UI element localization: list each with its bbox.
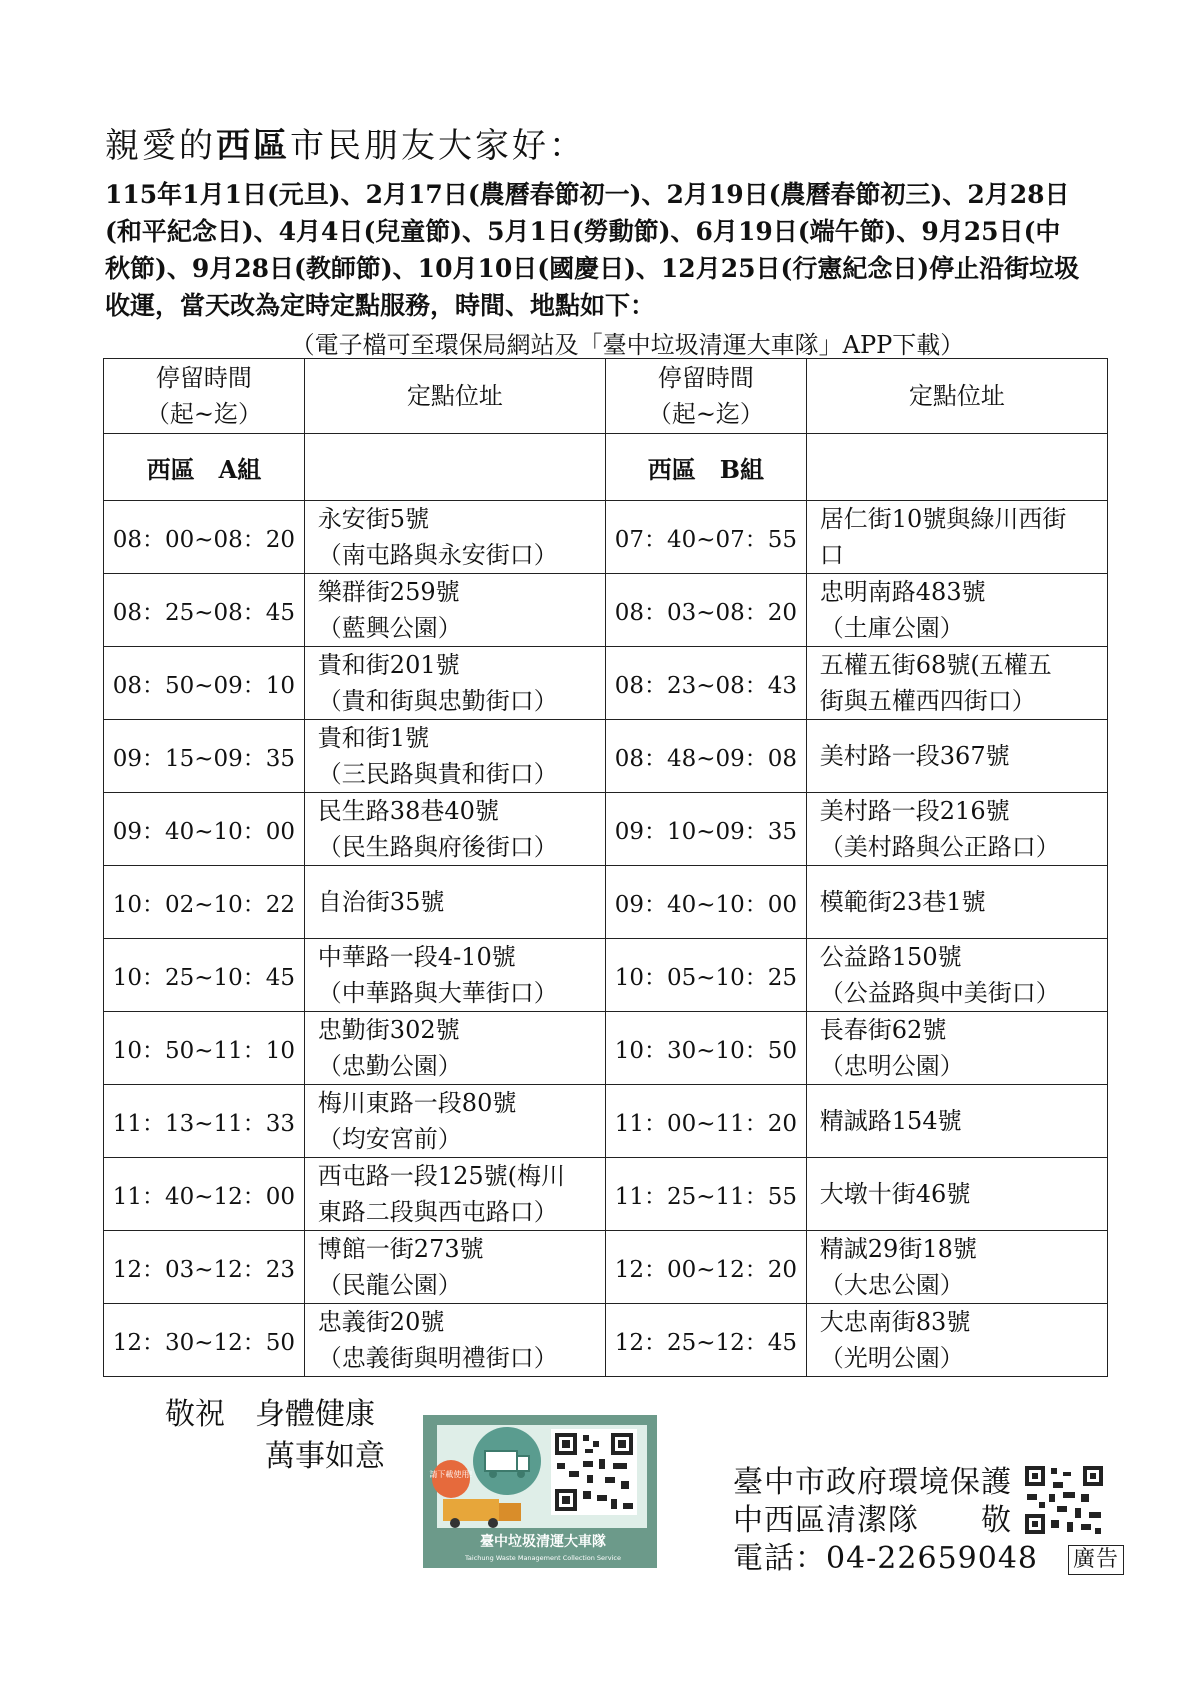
group-a-time: 10：50~11：10 (104, 1012, 305, 1085)
table-row (104, 793, 1108, 866)
table-row (104, 1085, 1108, 1158)
table-row (104, 574, 1108, 647)
group-a-label: 西區 A組 (104, 434, 305, 501)
closing-line-2: 萬事如意 (265, 1439, 385, 1474)
header-address: 定點位址 (304, 359, 605, 434)
header-time: 停留時間 （起~迄） (605, 359, 806, 434)
schedule-table (103, 358, 1108, 1377)
org-line-2: 中西區清潔隊 敬 (733, 1503, 1012, 1538)
phone-line (733, 1540, 1124, 1578)
group-a-time: 08：50~09：10 (104, 647, 305, 720)
group-b-address: 大忠南街83號 （光明公園） (806, 1304, 1107, 1377)
table-row (104, 1231, 1108, 1304)
notice-line: 秋節)、9月28日(教師節)、10月10日(國慶日)、12月25日(行憲紀念日)停止沿街垃圾 (105, 254, 1080, 283)
group-a-time: 11：13~11：33 (104, 1085, 305, 1158)
group-b-address: 模範街23巷1號 (806, 866, 1107, 939)
group-a-time: 10：25~10：45 (104, 939, 305, 1012)
group-a-time: 12：03~12：23 (104, 1231, 305, 1304)
group-b-address: 長春街62號 （忠明公園） (806, 1012, 1107, 1085)
group-a-address: 西屯路一段125號(梅川 東路二段與西屯路口） (304, 1158, 605, 1231)
group-b-address: 五權五街68號(五權五 街與五權西四街口） (806, 647, 1107, 720)
group-b-address: 美村路一段367號 (806, 720, 1107, 793)
phone: 電話：04-22659048 (733, 1541, 1039, 1576)
group-a-address: 忠義街20號 （忠義街與明禮街口） (304, 1304, 605, 1377)
svg-text:請下載使用!: 請下載使用! (429, 1470, 473, 1479)
greeting-prefix: 親愛的 (105, 126, 216, 166)
group-b-address: 精誠29街18號 （大忠公園） (806, 1231, 1107, 1304)
app-banner-art (423, 1415, 657, 1568)
group-a-time: 12：30~12：50 (104, 1304, 305, 1377)
group-b-address: 忠明南路483號 （土庫公園） (806, 574, 1107, 647)
group-a-address: 忠勤街302號 （忠勤公園） (304, 1012, 605, 1085)
group-a-address: 貴和街201號 （貴和街與忠勤街口） (304, 647, 605, 720)
group-b-address: 大墩十街46號 (806, 1158, 1107, 1231)
table-row (104, 866, 1108, 939)
table-row (104, 1158, 1108, 1231)
table-row (104, 647, 1108, 720)
group-a-time: 08：25~08：45 (104, 574, 305, 647)
group-a-address: 自治街35號 (304, 866, 605, 939)
group-b-address: 居仁街10號與綠川西街 口 (806, 501, 1107, 574)
svg-text:Taichung Waste Management Coll: Taichung Waste Management Collection Service (465, 1554, 621, 1562)
group-b-time: 10：05~10：25 (605, 939, 806, 1012)
group-b-address: 精誠路154號 (806, 1085, 1107, 1158)
group-b-label: 西區 B組 (605, 434, 806, 501)
group-b-time: 07：40~07：55 (605, 501, 806, 574)
holiday-notice (105, 176, 1115, 324)
header-address: 定點位址 (806, 359, 1107, 434)
group-b-time: 08：03~08：20 (605, 574, 806, 647)
table-row (104, 939, 1108, 1012)
group-b-time: 10：30~10：50 (605, 1012, 806, 1085)
closing-wishes (165, 1394, 385, 1478)
group-b-time: 09：10~09：35 (605, 793, 806, 866)
group-a-address: 貴和街1號 （三民路與貴和街口） (304, 720, 605, 793)
group-b-time: 08：23~08：43 (605, 647, 806, 720)
group-a-address: 永安街5號 （南屯路與永安街口） (304, 501, 605, 574)
group-a-time: 10：02~10：22 (104, 866, 305, 939)
greeting (105, 118, 586, 167)
group-b-address: 公益路150號 （公益路與中美街口） (806, 939, 1107, 1012)
ad-label: 廣告 (1068, 1545, 1124, 1575)
group-b-time: 11：25~11：55 (605, 1158, 806, 1231)
notice-line: 收運，當天改為定時定點服務，時間、地點如下： (105, 291, 656, 320)
table-row (104, 501, 1108, 574)
group-b-time: 12：25~12：45 (605, 1304, 806, 1377)
group-b-time: 08：48~09：08 (605, 720, 806, 793)
group-a-address: 樂群街259號 （藍興公園） (304, 574, 605, 647)
group-a-time: 08：00~08：20 (104, 501, 305, 574)
group-b-time: 09：40~10：00 (605, 866, 806, 939)
header-time: 停留時間 （起~迄） (104, 359, 305, 434)
group-row (104, 434, 1108, 501)
group-a-time: 09：40~10：00 (104, 793, 305, 866)
group-a-address: 中華路一段4-10號 （中華路與大華街口） (304, 939, 605, 1012)
qr-code-small[interactable] (1023, 1464, 1105, 1536)
table-row (104, 1304, 1108, 1377)
closing-line-1: 敬祝 身體健康 (165, 1397, 375, 1432)
table-row (104, 720, 1108, 793)
group-a-address: 民生路38巷40號 （民生路與府後街口） (304, 793, 605, 866)
group-b-time: 12：00~12：20 (605, 1231, 806, 1304)
group-a-time: 09：15~09：35 (104, 720, 305, 793)
group-b-time: 11：00~11：20 (605, 1085, 806, 1158)
group-a-address: 博館一街273號 （民龍公園） (304, 1231, 605, 1304)
notice-line: (和平紀念日)、4月4日(兒童節)、5月1日(勞動節)、6月19日(端午節)、9月25日(中 (105, 217, 1061, 246)
table-row (104, 1012, 1108, 1085)
group-b-address: 美村路一段216號 （美村路與公正路口） (806, 793, 1107, 866)
svg-text:臺中垃圾清運大車隊: 臺中垃圾清運大車隊 (480, 1534, 606, 1550)
app-download-banner[interactable] (423, 1415, 657, 1568)
org-line-1: 臺中市政府環境保護 (733, 1465, 1012, 1500)
greeting-district: 西區 (216, 126, 290, 166)
group-a-address: 梅川東路一段80號 （均安宮前） (304, 1085, 605, 1158)
download-note: （電子檔可至環保局網站及「臺中垃圾清運大車隊」APP下載） (290, 331, 965, 359)
table-header-row (104, 359, 1108, 434)
notice-line: 115年1月1日(元旦)、2月17日(農曆春節初一)、2月19日(農曆春節初三)、2月28日 (105, 180, 1070, 209)
group-a-time: 11：40~12：00 (104, 1158, 305, 1231)
greeting-suffix: 市民朋友大家好： (290, 126, 586, 166)
qr-code (551, 1429, 637, 1515)
